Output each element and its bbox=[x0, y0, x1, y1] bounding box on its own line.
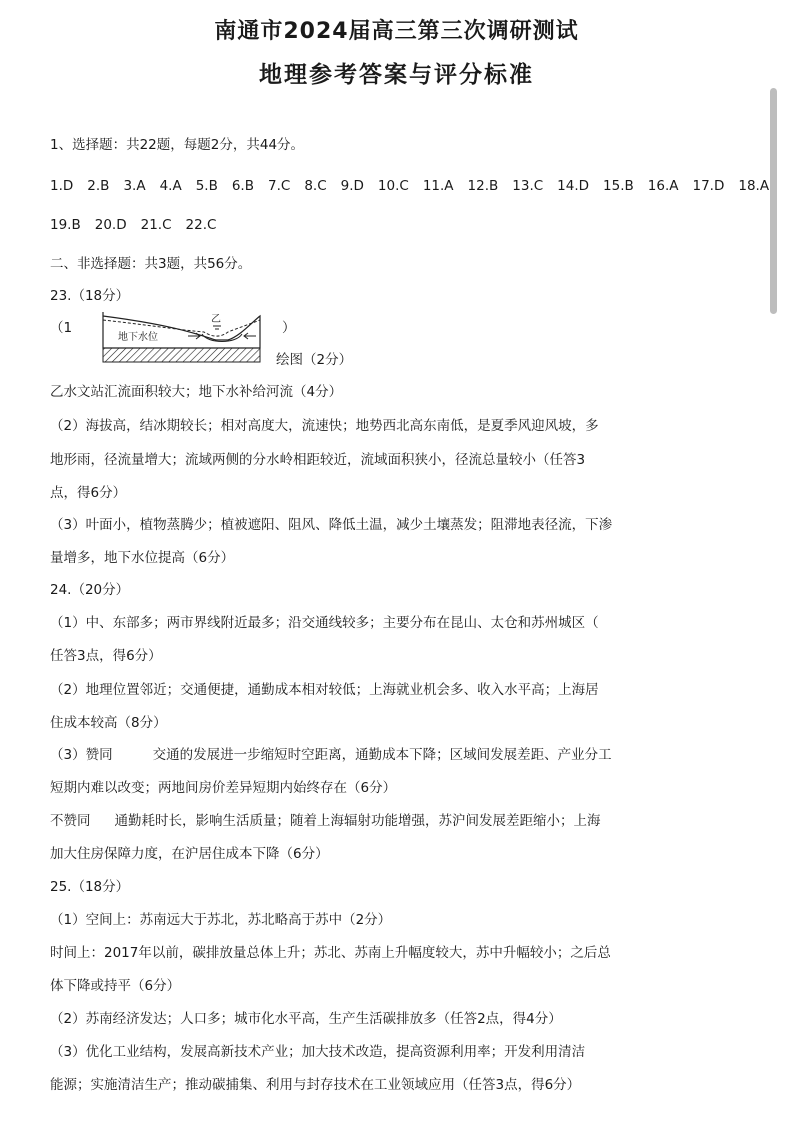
answer-item: 4.A bbox=[159, 178, 182, 194]
answer-item: 1.D bbox=[50, 178, 74, 194]
q25-p2-line1: （2）苏南经济发达；人口多；城市化水平高，生产生活碳排放多（任答2点，得4分） bbox=[50, 1011, 562, 1027]
answer-item: 5.B bbox=[195, 178, 218, 194]
q24-p1-line1: （1）中、东部多；两市界线附近最多；沿交通线较多；主要分布在昆山、太仓和苏州城区（ bbox=[50, 615, 599, 631]
answers-row-1 bbox=[50, 177, 770, 195]
q23-p2-line3: 点，得6分） bbox=[50, 485, 127, 501]
part2-heading: 二、非选择题：共3题，共56分。 bbox=[50, 256, 252, 272]
q23-heading: 23.（18分） bbox=[50, 288, 130, 304]
scrollbar-thumb[interactable] bbox=[770, 88, 777, 314]
q23-p1-text: 乙水文站汇流面积较大；地下水补给河流（4分） bbox=[50, 384, 343, 400]
answer-item: 14.D bbox=[557, 178, 590, 194]
q24-p3b-label: 不赞同 bbox=[50, 813, 91, 829]
answer-item: 17.D bbox=[692, 178, 725, 194]
answer-item: 20.D bbox=[94, 217, 127, 233]
document-title: 南通市2024届高三第三次调研测试 bbox=[214, 19, 579, 44]
q23-p2-line1: （2）海拔高，结冰期较长；相对高度大，流速快；地势西北高东南低，是夏季风迎风坡，多 bbox=[50, 418, 599, 434]
q24-p2-line2: 住成本较高（8分） bbox=[50, 715, 167, 731]
part1-heading: 1、选择题：共22题，每题2分，共44分。 bbox=[50, 137, 305, 153]
answer-item: 8.C bbox=[304, 178, 327, 194]
answer-item: 19.B bbox=[50, 217, 81, 233]
q24-p3-line1 bbox=[50, 746, 750, 764]
q25-p1-line1: （1）空间上：苏南远大于苏北，苏北略高于苏中（2分） bbox=[50, 912, 392, 928]
answer-item: 2.B bbox=[87, 178, 110, 194]
q24-p3b-line1 bbox=[50, 812, 750, 830]
q23-p2-line2: 地形雨，径流量增大；流域两侧的分水岭相距较近，流域面积狭小，径流总量较小（任答3 bbox=[50, 452, 586, 468]
q25-p1-line2: 时间上：2017年以前，碳排放量总体上升；苏北、苏南上升幅度较大，苏中升幅较小；之后总 bbox=[50, 945, 611, 961]
q24-p3b-line2: 加大住房保障力度，在沪居住成本下降（6分） bbox=[50, 846, 329, 862]
q23-p1-open: （1 bbox=[50, 320, 73, 336]
diagram-label-groundwater: 地下水位 bbox=[118, 332, 158, 343]
answer-item: 6.B bbox=[231, 178, 254, 194]
answer-item: 10.C bbox=[377, 178, 409, 194]
answer-item: 7.C bbox=[268, 178, 291, 194]
q25-p3-line1: （3）优化工业结构，发展高新技术产业；加大技术改造，提高资源利用率；开发利用清洁 bbox=[50, 1044, 586, 1060]
answer-item: 21.C bbox=[140, 217, 172, 233]
river-cross-section-diagram bbox=[100, 310, 265, 372]
q23-p3-line2: 量增多，地下水位提高（6分） bbox=[50, 550, 235, 566]
q23-p3-line1: （3）叶面小，植物蒸腾少；植被遮阳、阻风、降低土温，减少土壤蒸发；阻滞地表径流，下渗 bbox=[50, 517, 613, 533]
q24-p3-line2: 短期内难以改变；两地间房价差异短期内始终存在（6分） bbox=[50, 780, 397, 796]
q24-p3-label: （3）赞同 bbox=[50, 747, 113, 763]
document-subtitle: 地理参考答案与评分标准 bbox=[259, 62, 534, 88]
answer-item: 16.A bbox=[647, 178, 679, 194]
q25-p1-line3: 体下降或持平（6分） bbox=[50, 978, 181, 994]
answers-row-2 bbox=[50, 216, 750, 234]
q24-p3-text: 交通的发展进一步缩短时空距离，通勤成本下降；区域间发展差距、产业分工 bbox=[152, 747, 612, 763]
q23-p1-close: ） bbox=[282, 320, 296, 336]
answer-item: 22.C bbox=[185, 217, 217, 233]
answer-item: 12.B bbox=[467, 178, 499, 194]
q24-p1-line2: 任答3点，得6分） bbox=[50, 648, 162, 664]
q25-p3-line2: 能源；实施清洁生产；推动碳捕集、利用与封存技术在工业领域应用（任答3点，得6分） bbox=[50, 1077, 581, 1093]
q25-heading: 25.（18分） bbox=[50, 879, 130, 895]
q24-p2-line1: （2）地理位置邻近；交通便捷，通勤成本相对较低；上海就业机会多、收入水平高；上海居 bbox=[50, 682, 599, 698]
q24-p3b-text: 通勤耗时长，影响生活质量；随着上海辐射功能增强，苏沪间发展差距缩小；上海 bbox=[114, 813, 601, 829]
answer-item: 18.A bbox=[738, 178, 770, 194]
answer-item: 13.C bbox=[512, 178, 544, 194]
diagram-label-yi: 乙 bbox=[211, 314, 221, 325]
answer-item: 9.D bbox=[340, 178, 364, 194]
q23-draw-note: 绘图（2分） bbox=[276, 352, 353, 368]
q24-heading: 24.（20分） bbox=[50, 582, 130, 598]
answer-item: 15.B bbox=[603, 178, 634, 194]
answer-item: 11.A bbox=[422, 178, 454, 194]
answer-item: 3.A bbox=[123, 178, 146, 194]
